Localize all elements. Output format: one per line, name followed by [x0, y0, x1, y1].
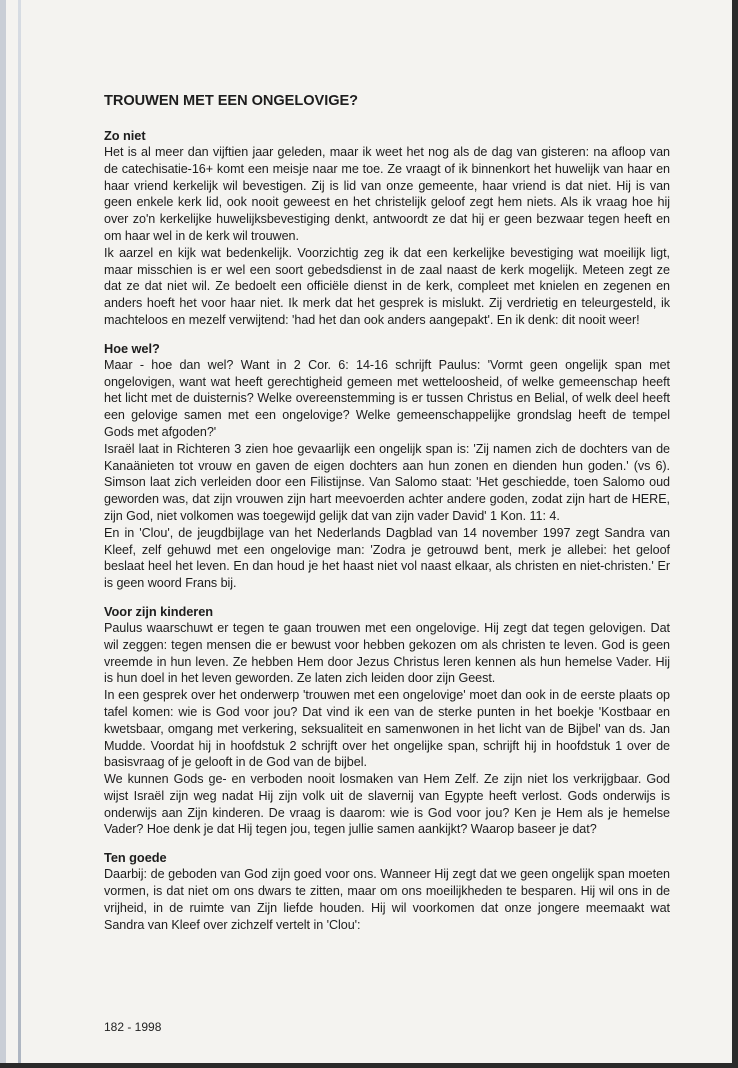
section-ten-goede — [104, 850, 670, 933]
paragraph: We kunnen Gods ge- en verboden nooit losmaken van Hem Zelf. Ze zijn niet los verkrijgbaar. God wijst Israël zijn weg nadat Hij zijn volk uit de slavernij van Egypte heeft verlost. Gods onderwijs is onderwijs aan Zijn kinderen. De vraag is daarom: wie is God voor jou? Ken je Hem als je hemelse Vader? Hoe denk je dat Hij tegen jou, tegen jullie samen aankijkt? Waarop baseer je dat? — [104, 772, 670, 837]
section-voor-zijn-kinderen — [104, 604, 670, 838]
paragraph: In een gesprek over het onderwerp 'trouwen met een ongelovige' moet dan ook in de eerste plaats op tafel komen: wie is God voor jou? Dat vind ik een van de sterke punten in het boekje 'Kostbaar en kwetsbaar, omgang met verkering, seksualiteit en samenwonen in het licht van de Bijbel' van ds. Jan Mudde. Voordat hij in hoofdstuk 2 schrijft over het ongelijke span, schrijft hij in hoofdstuk 1 over de basisvraag of je gelooft in de God van de bijbel. — [104, 688, 670, 770]
paragraph: En in 'Clou', de jeugdbijlage van het Nederlands Dagblad van 14 november 1997 zegt Sandra van Kleef, zelf gehuwd met een ongelovige man: 'Zodra je getrouwd bent, merk je allebei: het geloof beslaat heel het leven. En dan houd je het haast niet vol naast elkaar, als christen en niet-christen.' Er is geen woord Frans bij. — [104, 525, 670, 591]
paragraph: Israël laat in Richteren 3 zien hoe gevaarlijk een ongelijk span is: 'Zij namen zich de dochters van de Kanaänieten tot vrouw en gaven de eigen dochters aan hun zonen en dienden hun goden.' (vs 6). Simson laat zich verleiden door een Filistijnse. Van Salomo staat: 'Het geschiedde, toen Salomo oud geworden was, dat zijn vrouwen zijn hart meevoerden achter andere goden, zodat zijn hart de HERE, zijn God, niet volkomen was toegewijd gelijk dat van zijn vader David' 1 Kon. 11: 4. — [104, 441, 670, 523]
paragraph: Daarbij: de geboden van God zijn goed voor ons. Wanneer Hij zegt dat we geen ongelijk span moeten vormen, is dat niet om ons dwars te zitten, maar om ons moeilijkheden te besparen. Hij wil ons in de vrijheid, in de ruimte van Zijn liefde houden. Hij wil voorkomen dat onze jongere meemaakt wat Sandra van Kleef over zichzelf vertelt in 'Clou': — [104, 867, 670, 932]
paragraph: Maar - hoe dan wel? Want in 2 Cor. 6: 14-16 schrijft Paulus: 'Vormt geen ongelijk span met ongelovigen, want wat heeft gerechtigheid gemeen met wetteloosheid, of welke gemeenschap heeft het licht met de duisternis? Welke overeenstemming is er tussen Christus en Belial, of welk deel heeft een gelovige samen met een ongelovige? Welke gemeenschappelijke grondslag heeft de tempel Gods met afgoden?' — [104, 357, 670, 439]
section-heading: Hoe wel? — [104, 340, 160, 356]
article-title: TROUWEN MET EEN ONGELOVIGE? — [104, 93, 359, 109]
paragraph: Ik aarzel en kijk wat bedenkelijk. Voorzichtig zeg ik dat een kerkelijke bevestiging wat moeilijk ligt, maar misschien is er wel een soort gebedsdienst in de zaal naast de kerk mogelijk. Meteen zegt ze dat ze dat niet wil. Ze bedoelt een officiële dienst in de kerk, compleet met knielen en zegenen en anders hoeft het voor haar niet. Ik merk dat het gesprek is mislukt. Zij verdrietig en teleurgesteld, ik machteloos en mezelf verwijtend: 'had het dan ook anders aangepakt'. En ik denk: dit nooit weer! — [104, 245, 670, 327]
binding-edge — [18, 0, 21, 1063]
page-number: 182 - 1998 — [104, 1020, 162, 1034]
paragraph: Paulus waarschuwt er tegen te gaan trouwen met een ongelovige. Hij zegt dat tegen gelovigen. Dat wil zeggen: tegen mensen die er bewust voor hebben gekozen om als christen te leven. God is geen vreemde in hun leven. Ze hebben Hem door Jezus Christus leren kennen als hun hemelse Vader. Hij is hun doel in het leven geworden. Ze laten zich leiden door zijn Geest. — [104, 620, 670, 686]
article-body — [104, 92, 670, 945]
section-zo-niet — [104, 128, 670, 329]
section-heading: Zo niet — [104, 128, 146, 143]
section-heading: Ten goede — [104, 850, 167, 866]
section-heading: Voor zijn kinderen — [104, 603, 214, 619]
paragraph: Het is al meer dan vijftien jaar geleden, maar ik weet het nog als de dag van gisteren: na afloop van de catechisatie-16+ komt een meisje naar me toe. Ze vraagt of ik binnenkort het huwelijk van haar en haar vriend kerkelijk wil bevestigen. Zij is lid van onze gemeente, haar vriend is dat niet. Hij is van geen enkele kerk lid, ook nooit geweest en het christelijk geloof zegt hem niets. Als ik vraag hoe hij over zo'n kerkelijke huwelijksbevestiging denkt, antwoordt ze dat hij er geen bezwaar tegen heeft en om haar wel in de kerk wil trouwen. — [104, 145, 670, 243]
section-hoe-wel — [104, 341, 670, 592]
